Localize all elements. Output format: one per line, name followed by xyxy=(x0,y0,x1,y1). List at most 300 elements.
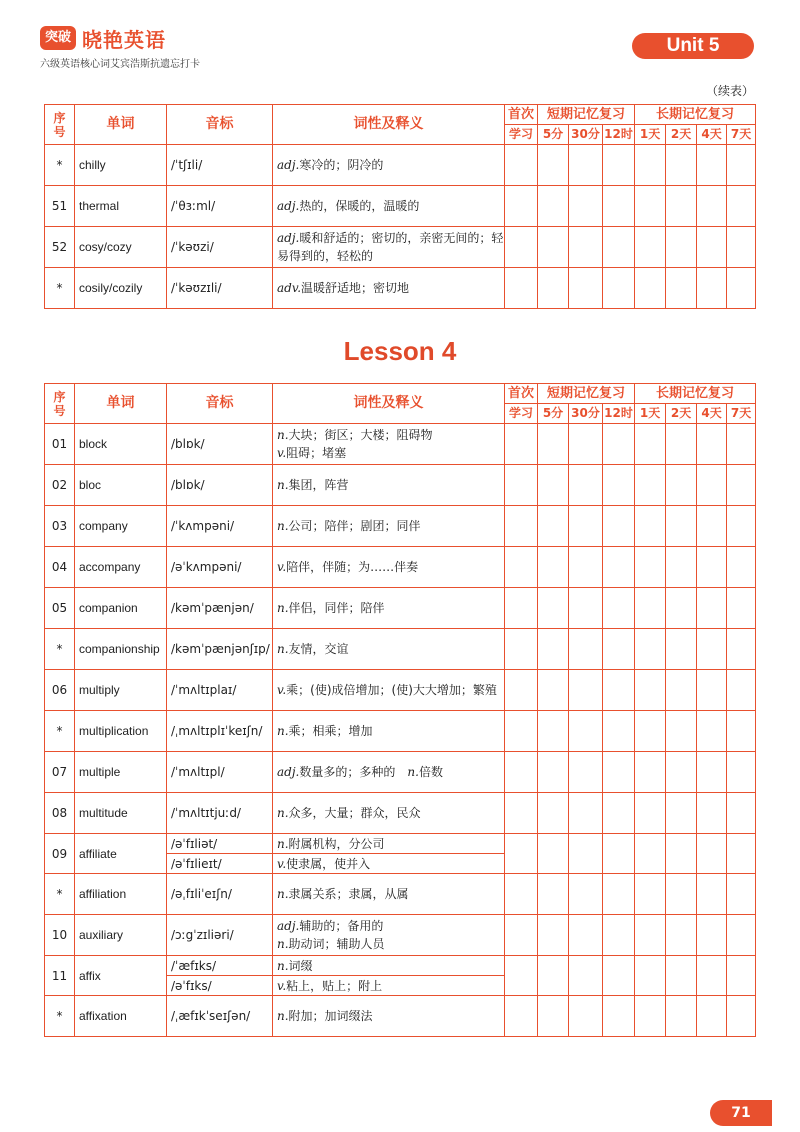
checkin-cell[interactable] xyxy=(635,670,666,711)
checkin-cell[interactable] xyxy=(505,996,538,1037)
checkin-cell[interactable] xyxy=(603,547,635,588)
checkin-cell[interactable] xyxy=(603,268,635,309)
checkin-cell[interactable] xyxy=(569,506,603,547)
checkin-cell[interactable] xyxy=(569,752,603,793)
header-phonetic: 音标 xyxy=(167,384,273,424)
checkin-cell[interactable] xyxy=(635,268,666,309)
table-row xyxy=(45,424,756,465)
checkin-cell[interactable] xyxy=(697,424,727,465)
row-phonetic: /blɒk/ xyxy=(167,424,273,465)
row-number: 02 xyxy=(45,465,75,506)
row-meaning xyxy=(273,915,505,956)
header-long-col: 4天 xyxy=(697,125,727,145)
part-of-speech: adj. xyxy=(277,765,300,779)
checkin-cell[interactable] xyxy=(727,465,756,506)
row-word: bloc xyxy=(75,465,167,506)
checkin-cell[interactable] xyxy=(569,629,603,670)
row-meaning xyxy=(273,465,505,506)
checkin-cell[interactable] xyxy=(505,227,538,268)
row-word: affix xyxy=(75,956,167,996)
part-of-speech: n. xyxy=(407,765,419,779)
table-row xyxy=(45,268,756,309)
checkin-cell[interactable] xyxy=(538,793,569,834)
row-meaning xyxy=(273,711,505,752)
checkin-cell[interactable] xyxy=(727,711,756,752)
checkin-cell[interactable] xyxy=(505,793,538,834)
checkin-cell[interactable] xyxy=(666,956,697,996)
checkin-cell[interactable] xyxy=(727,793,756,834)
checkin-cell[interactable] xyxy=(727,670,756,711)
part-of-speech: n. xyxy=(277,806,289,820)
header-short-col: 30分 xyxy=(569,404,603,424)
part-of-speech: v. xyxy=(277,560,287,574)
checkin-cell[interactable] xyxy=(505,424,538,465)
checkin-cell[interactable] xyxy=(697,874,727,915)
checkin-cell[interactable] xyxy=(538,588,569,629)
header-meaning: 词性及释义 xyxy=(273,384,505,424)
checkin-cell[interactable] xyxy=(603,506,635,547)
meaning-text: 热的，保暖的，温暖的 xyxy=(299,199,420,213)
checkin-cell[interactable] xyxy=(697,915,727,956)
checkin-cell[interactable] xyxy=(727,227,756,268)
part-of-speech: v. xyxy=(277,446,287,460)
row-word: auxiliary xyxy=(75,915,167,956)
checkin-cell[interactable] xyxy=(666,670,697,711)
checkin-cell[interactable] xyxy=(505,834,538,874)
checkin-cell[interactable] xyxy=(635,186,666,227)
part-of-speech: n. xyxy=(277,601,289,615)
table-row xyxy=(45,834,756,854)
checkin-cell[interactable] xyxy=(603,752,635,793)
row-phonetic: /əˈkʌmpəni/ xyxy=(167,547,273,588)
checkin-cell[interactable] xyxy=(666,424,697,465)
table-row xyxy=(45,506,756,547)
row-meaning xyxy=(273,506,505,547)
meaning-text: 寒冷的；阴冷的 xyxy=(299,158,384,172)
checkin-cell[interactable] xyxy=(569,588,603,629)
row-word: company xyxy=(75,506,167,547)
checkin-cell[interactable] xyxy=(635,915,666,956)
part-of-speech: n. xyxy=(277,642,289,656)
checkin-cell[interactable] xyxy=(505,629,538,670)
checkin-cell[interactable] xyxy=(666,834,697,874)
row-word: accompany xyxy=(75,547,167,588)
checkin-cell[interactable] xyxy=(603,227,635,268)
part-of-speech: n. xyxy=(277,937,289,951)
checkin-cell[interactable] xyxy=(635,547,666,588)
table-row xyxy=(45,186,756,227)
row-number: 51 xyxy=(45,186,75,227)
checkin-cell[interactable] xyxy=(666,996,697,1037)
checkin-cell[interactable] xyxy=(538,996,569,1037)
header-first: 首次 xyxy=(505,384,538,404)
meaning-text: 大块；街区；大楼；阻碍物 xyxy=(288,428,433,442)
row-number: 05 xyxy=(45,588,75,629)
checkin-cell[interactable] xyxy=(727,145,756,186)
checkin-cell[interactable] xyxy=(603,956,635,996)
row-meaning xyxy=(273,268,505,309)
row-word: cosy/cozy xyxy=(75,227,167,268)
checkin-cell[interactable] xyxy=(505,186,538,227)
part-of-speech: n. xyxy=(277,887,289,901)
header-long-term: 长期记忆复习 xyxy=(635,384,756,404)
row-meaning xyxy=(273,588,505,629)
checkin-cell[interactable] xyxy=(635,874,666,915)
checkin-cell[interactable] xyxy=(505,874,538,915)
header-short-col: 12时 xyxy=(603,125,635,145)
row-word: thermal xyxy=(75,186,167,227)
checkin-cell[interactable] xyxy=(697,588,727,629)
part-of-speech: n. xyxy=(277,958,289,973)
checkin-cell[interactable] xyxy=(569,424,603,465)
checkin-cell[interactable] xyxy=(569,670,603,711)
row-number: * xyxy=(45,711,75,752)
checkin-cell[interactable] xyxy=(538,547,569,588)
checkin-cell[interactable] xyxy=(538,227,569,268)
meaning-text: 温暖舒适地；密切地 xyxy=(301,281,410,295)
header-long-col: 7天 xyxy=(727,404,756,424)
checkin-cell[interactable] xyxy=(635,996,666,1037)
row-number: 01 xyxy=(45,424,75,465)
checkin-cell[interactable] xyxy=(666,268,697,309)
header-meaning: 词性及释义 xyxy=(273,105,505,145)
vocab-table-continued xyxy=(44,104,756,309)
header-first-study: 学习 xyxy=(505,404,538,424)
meaning-text: 使隶属，使并入 xyxy=(286,856,371,871)
checkin-cell[interactable] xyxy=(538,186,569,227)
meaning-text: 公司；陪伴；剧团；同伴 xyxy=(288,519,421,533)
checkin-cell[interactable] xyxy=(727,506,756,547)
table-row xyxy=(45,670,756,711)
row-number: 07 xyxy=(45,752,75,793)
meaning-text: 倍数 xyxy=(418,765,443,779)
row-phonetic: /ˈtʃɪli/ xyxy=(167,145,273,186)
checkin-cell[interactable] xyxy=(697,506,727,547)
checkin-cell[interactable] xyxy=(505,465,538,506)
row-phonetic: /ˈæfɪks/ xyxy=(167,956,273,976)
row-meaning xyxy=(273,996,505,1037)
checkin-cell[interactable] xyxy=(538,145,569,186)
row-phonetic: /ˈmʌltɪtjuːd/ xyxy=(167,793,273,834)
row-phonetic: /blɒk/ xyxy=(167,465,273,506)
checkin-cell[interactable] xyxy=(569,956,603,996)
checkin-cell[interactable] xyxy=(538,915,569,956)
checkin-cell[interactable] xyxy=(635,629,666,670)
checkin-cell[interactable] xyxy=(666,711,697,752)
table-row xyxy=(45,588,756,629)
meaning-text: 附加；加词缀法 xyxy=(288,1009,373,1023)
checkin-cell[interactable] xyxy=(666,629,697,670)
checkin-cell[interactable] xyxy=(505,956,538,996)
header-first-study: 学习 xyxy=(505,125,538,145)
checkin-cell[interactable] xyxy=(538,465,569,506)
checkin-cell[interactable] xyxy=(538,874,569,915)
checkin-cell[interactable] xyxy=(666,915,697,956)
row-word: affiliate xyxy=(75,834,167,874)
checkin-cell[interactable] xyxy=(666,186,697,227)
checkin-cell[interactable] xyxy=(603,588,635,629)
checkin-cell[interactable] xyxy=(538,424,569,465)
checkin-cell[interactable] xyxy=(697,793,727,834)
checkin-cell[interactable] xyxy=(727,588,756,629)
checkin-cell[interactable] xyxy=(603,145,635,186)
checkin-cell[interactable] xyxy=(505,915,538,956)
part-of-speech: adj. xyxy=(277,231,300,245)
part-of-speech: v. xyxy=(277,683,287,697)
checkin-cell[interactable] xyxy=(697,711,727,752)
checkin-cell[interactable] xyxy=(697,268,727,309)
checkin-cell[interactable] xyxy=(603,834,635,874)
row-word: cosily/cozily xyxy=(75,268,167,309)
header-long-col: 7天 xyxy=(727,125,756,145)
checkin-cell[interactable] xyxy=(697,186,727,227)
meaning-text: 暖和舒适的；密切的，亲密无间的；轻易得到的，轻松的 xyxy=(277,231,504,263)
row-number: 04 xyxy=(45,547,75,588)
checkin-cell[interactable] xyxy=(603,670,635,711)
row-meaning xyxy=(273,976,505,996)
row-meaning xyxy=(273,424,505,465)
row-number: * xyxy=(45,996,75,1037)
checkin-cell[interactable] xyxy=(603,874,635,915)
checkin-cell[interactable] xyxy=(635,465,666,506)
meaning-text: 助动词；辅助人员 xyxy=(288,937,385,951)
checkin-cell[interactable] xyxy=(569,227,603,268)
checkin-cell[interactable] xyxy=(603,465,635,506)
row-phonetic: /əˌfɪliˈeɪʃn/ xyxy=(167,874,273,915)
checkin-cell[interactable] xyxy=(569,186,603,227)
row-meaning xyxy=(273,629,505,670)
checkin-cell[interactable] xyxy=(569,874,603,915)
checkin-cell[interactable] xyxy=(603,711,635,752)
row-word: chilly xyxy=(75,145,167,186)
checkin-cell[interactable] xyxy=(727,186,756,227)
table-row xyxy=(45,956,756,976)
row-meaning xyxy=(273,670,505,711)
checkin-cell[interactable] xyxy=(666,227,697,268)
row-phonetic: /ˈkəʊzɪli/ xyxy=(167,268,273,309)
row-phonetic: /ˌmʌltɪplɪˈkeɪʃn/ xyxy=(167,711,273,752)
checkin-cell[interactable] xyxy=(697,752,727,793)
continued-label: （续表） xyxy=(705,84,754,98)
checkin-cell[interactable] xyxy=(569,915,603,956)
checkin-cell[interactable] xyxy=(569,834,603,874)
part-of-speech: adj. xyxy=(277,919,300,933)
checkin-cell[interactable] xyxy=(666,588,697,629)
meaning-text: 附属机构，分公司 xyxy=(288,836,385,851)
header-short-col: 5分 xyxy=(538,404,569,424)
checkin-cell[interactable] xyxy=(666,465,697,506)
checkin-cell[interactable] xyxy=(697,956,727,996)
brand-name: 晓艳英语 xyxy=(82,28,166,52)
checkin-cell[interactable] xyxy=(505,670,538,711)
row-number: 09 xyxy=(45,834,75,874)
checkin-cell[interactable] xyxy=(666,547,697,588)
row-number: 10 xyxy=(45,915,75,956)
checkin-cell[interactable] xyxy=(727,424,756,465)
checkin-cell[interactable] xyxy=(727,996,756,1037)
checkin-cell[interactable] xyxy=(538,711,569,752)
checkin-cell[interactable] xyxy=(635,145,666,186)
checkin-cell[interactable] xyxy=(727,629,756,670)
row-phonetic: /ˈmʌltɪpl/ xyxy=(167,752,273,793)
header-short-col: 5分 xyxy=(538,125,569,145)
row-meaning xyxy=(273,547,505,588)
row-word: companion xyxy=(75,588,167,629)
meaning-text: 粘上，贴上；附上 xyxy=(286,978,383,993)
checkin-cell[interactable] xyxy=(505,268,538,309)
row-meaning xyxy=(273,186,505,227)
checkin-cell[interactable] xyxy=(538,506,569,547)
header-short-col: 12时 xyxy=(603,404,635,424)
checkin-cell[interactable] xyxy=(727,547,756,588)
checkin-cell[interactable] xyxy=(569,793,603,834)
row-phonetic: /kəmˈpænjən/ xyxy=(167,588,273,629)
checkin-cell[interactable] xyxy=(569,268,603,309)
row-word: multiple xyxy=(75,752,167,793)
row-number: * xyxy=(45,629,75,670)
checkin-cell[interactable] xyxy=(697,547,727,588)
checkin-cell[interactable] xyxy=(635,752,666,793)
checkin-cell[interactable] xyxy=(603,424,635,465)
meaning-text: 集团，阵营 xyxy=(288,478,349,492)
checkin-cell[interactable] xyxy=(635,711,666,752)
checkin-cell[interactable] xyxy=(505,588,538,629)
lesson-title: Lesson 4 xyxy=(343,336,457,366)
part-of-speech: adj. xyxy=(277,158,300,172)
row-phonetic: /ɔːgˈzɪliəri/ xyxy=(167,915,273,956)
checkin-cell[interactable] xyxy=(666,145,697,186)
part-of-speech: v. xyxy=(277,978,287,993)
checkin-cell[interactable] xyxy=(603,629,635,670)
checkin-cell[interactable] xyxy=(569,996,603,1037)
row-phonetic: /əˈfɪliət/ xyxy=(167,834,273,854)
row-number: * xyxy=(45,268,75,309)
meaning-text: 陪伴，伴随；为……伴奏 xyxy=(286,560,419,574)
header-long-col: 2天 xyxy=(666,125,697,145)
row-meaning xyxy=(273,793,505,834)
checkin-cell[interactable] xyxy=(635,793,666,834)
header-word: 单词 xyxy=(75,105,167,145)
checkin-cell[interactable] xyxy=(666,793,697,834)
checkin-cell[interactable] xyxy=(635,506,666,547)
meaning-text: 伴侣，同伴；陪伴 xyxy=(288,601,385,615)
checkin-cell[interactable] xyxy=(635,834,666,874)
checkin-cell[interactable] xyxy=(697,996,727,1037)
row-number: 52 xyxy=(45,227,75,268)
checkin-cell[interactable] xyxy=(635,424,666,465)
checkin-cell[interactable] xyxy=(697,670,727,711)
checkin-cell[interactable] xyxy=(538,670,569,711)
checkin-cell[interactable] xyxy=(727,268,756,309)
checkin-cell[interactable] xyxy=(505,547,538,588)
checkin-cell[interactable] xyxy=(727,915,756,956)
header-phonetic: 音标 xyxy=(167,105,273,145)
table-row xyxy=(45,915,756,956)
checkin-cell[interactable] xyxy=(505,711,538,752)
row-word: block xyxy=(75,424,167,465)
checkin-cell[interactable] xyxy=(569,547,603,588)
part-of-speech: v. xyxy=(277,856,287,871)
checkin-cell[interactable] xyxy=(603,996,635,1037)
part-of-speech: n. xyxy=(277,478,289,492)
row-phonetic: /ˈθɜːml/ xyxy=(167,186,273,227)
row-phonetic: /ˈkʌmpəni/ xyxy=(167,506,273,547)
checkin-cell[interactable] xyxy=(635,227,666,268)
checkin-cell[interactable] xyxy=(569,145,603,186)
checkin-cell[interactable] xyxy=(538,834,569,874)
checkin-cell[interactable] xyxy=(635,588,666,629)
book-subtitle: 六级英语核心词艾宾浩斯抗遗忘打卡 xyxy=(40,59,200,70)
meaning-text: 隶属关系；隶属，从属 xyxy=(288,887,409,901)
checkin-cell[interactable] xyxy=(697,465,727,506)
row-word: multitude xyxy=(75,793,167,834)
header-short-term: 短期记忆复习 xyxy=(538,384,635,404)
table-row xyxy=(45,465,756,506)
meaning-text: 阻碍；堵塞 xyxy=(286,446,347,460)
checkin-cell[interactable] xyxy=(603,915,635,956)
row-meaning xyxy=(273,874,505,915)
row-phonetic: /ˌæfɪkˈseɪʃən/ xyxy=(167,996,273,1037)
meaning-text: 辅助的；备用的 xyxy=(299,919,384,933)
checkin-cell[interactable] xyxy=(505,145,538,186)
checkin-cell[interactable] xyxy=(727,834,756,874)
part-of-speech: n. xyxy=(277,428,289,442)
row-meaning xyxy=(273,227,505,268)
checkin-cell[interactable] xyxy=(538,752,569,793)
row-word: affixation xyxy=(75,996,167,1037)
page-number: 71 xyxy=(710,1100,772,1126)
row-word: multiplication xyxy=(75,711,167,752)
checkin-cell[interactable] xyxy=(697,227,727,268)
row-phonetic: /əˈfɪks/ xyxy=(167,976,273,996)
checkin-cell[interactable] xyxy=(538,268,569,309)
checkin-cell[interactable] xyxy=(666,752,697,793)
row-meaning xyxy=(273,752,505,793)
meaning-text: 乘；(使)成倍增加；(使)大大增加；繁殖 xyxy=(286,683,497,697)
row-word: affiliation xyxy=(75,874,167,915)
header-seq: 序 号 xyxy=(45,384,75,424)
checkin-cell[interactable] xyxy=(603,793,635,834)
checkin-cell[interactable] xyxy=(505,752,538,793)
checkin-cell[interactable] xyxy=(538,629,569,670)
meaning-text: 众多，大量；群众，民众 xyxy=(288,806,421,820)
checkin-cell[interactable] xyxy=(697,145,727,186)
meaning-text: 词缀 xyxy=(288,958,313,973)
checkin-cell[interactable] xyxy=(727,874,756,915)
row-number: 11 xyxy=(45,956,75,996)
row-number: 08 xyxy=(45,793,75,834)
checkin-cell[interactable] xyxy=(603,186,635,227)
checkin-cell[interactable] xyxy=(538,956,569,996)
checkin-cell[interactable] xyxy=(727,752,756,793)
checkin-cell[interactable] xyxy=(569,465,603,506)
checkin-cell[interactable] xyxy=(727,956,756,996)
checkin-cell[interactable] xyxy=(697,834,727,874)
header-word: 单词 xyxy=(75,384,167,424)
header-first: 首次 xyxy=(505,105,538,125)
part-of-speech: n. xyxy=(277,724,289,738)
header-short-col: 30分 xyxy=(569,125,603,145)
checkin-cell[interactable] xyxy=(569,711,603,752)
checkin-cell[interactable] xyxy=(666,874,697,915)
table-row xyxy=(45,547,756,588)
checkin-cell[interactable] xyxy=(666,506,697,547)
row-meaning xyxy=(273,956,505,976)
row-phonetic: /əˈfɪlieɪt/ xyxy=(167,854,273,874)
checkin-cell[interactable] xyxy=(505,506,538,547)
checkin-cell[interactable] xyxy=(635,956,666,996)
checkin-cell[interactable] xyxy=(697,629,727,670)
